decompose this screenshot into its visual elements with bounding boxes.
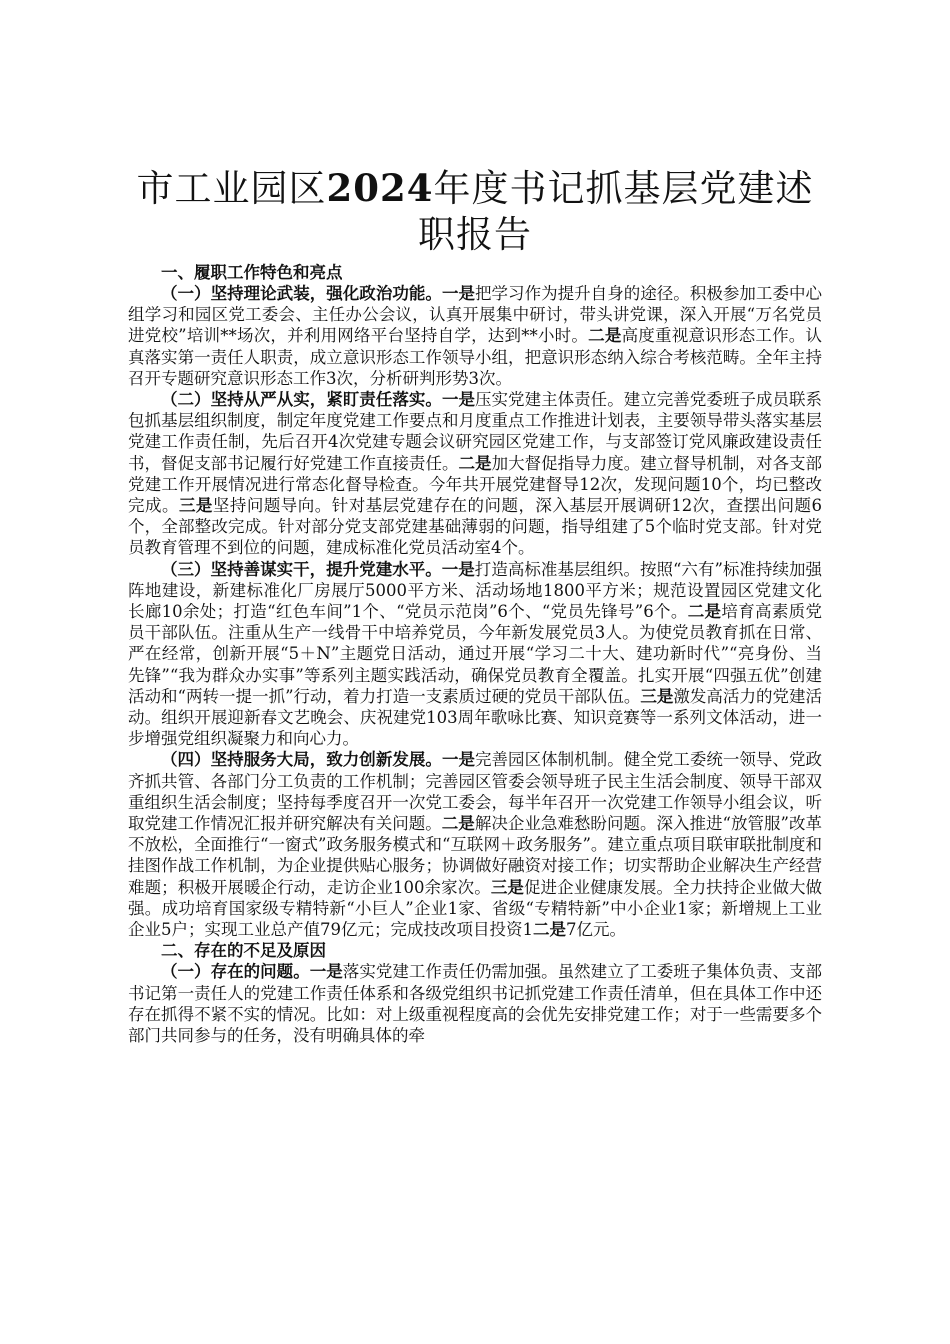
title-suffix: 年度书记抓基层党建述职报告 <box>418 167 814 256</box>
paragraph-subtitle: （一）坚持理论武装，强化政治功能。 <box>161 284 442 303</box>
body-paragraph <box>128 961 822 1046</box>
body-paragraph <box>128 389 822 559</box>
bold-marker: 二是 <box>533 920 566 940</box>
body-paragraph <box>128 749 822 940</box>
paragraph-text: 7亿元。 <box>566 920 626 940</box>
bold-marker: 三是 <box>178 496 213 516</box>
paragraph-text: 把学习作为提升自身的途径。积极参加工委中心组学习和园区党工委会、主任办公会议，认真开展集中研讨，带头讲党课，深入开展“万名党员进党校”培训**场次，并利用网络平台坚持自学，达到**小时。 <box>128 284 823 346</box>
document-page <box>128 165 822 1046</box>
title-year: 2024 <box>326 166 434 210</box>
document-title <box>128 165 822 258</box>
paragraph-subtitle: （二）坚持从严从实，紧盯责任落实。 <box>161 390 442 410</box>
bold-marker: 一是 <box>441 390 475 410</box>
paragraph-text: 打造高标准基层组织。按照“六有”标准持续加强阵地建设，新建标准化厂房展厅5000平方米、活动场地1800平方米；规范设置园区党建文化长廊10余处；打造“红色车间”1个、“党员示范岗”6个、“党员先锋号”6个。 <box>128 559 822 622</box>
paragraph-text: 激发高活力的党建活动。组织开展迎新春文艺晚会、庆祝建党103周年歌咏比赛、知识竞赛等一系列文体活动，进一步增强党组织凝聚力和向心力。 <box>128 686 823 749</box>
title-prefix: 市工业园区 <box>136 167 327 210</box>
body-paragraph <box>128 559 822 750</box>
bold-marker: 一是 <box>441 750 475 770</box>
paragraph-text: 坚持问题导向。针对基层党建存在的问题，深入基层开展调研12次，查摆出问题6个，全部整改完成。针对部分党支部党建基础薄弱的问题，指导组建了5个临时党支部。针对党员教育管理不到位的问题，建成标准化党员活动室4个。 <box>128 496 823 558</box>
paragraph-text: 落实党建工作责任仍需加强。虽然建立了工委班子集体负责、支部书记第一责任人的党建工作责任体系和各级党组织书记抓党建工作责任清单，但在具体工作中还存在抓得不紧不实的情况。比如：对上级重视程度高的会优先安排党建工作；对于一些需要多个部门共同参与的任务，没有明确具体的牵 <box>128 962 823 1045</box>
paragraph-subtitle: （三）坚持善谋实干，提升党建水平。 <box>161 559 442 579</box>
bold-marker: 二是 <box>687 602 722 622</box>
paragraph-text: 培育高素质党员干部队伍。注重从生产一线骨干中培养党员，今年新发展党员3人。为使党员教育抓在日常、严在经常，创新开展“5＋N”主题党日活动，通过开展“学习二十大、建功新时代”“亮身份、当先锋”“我为群众办实事”等系列主题实践活动，确保党员教育全覆盖。扎实开展“四强五优”创建活动和“两转一提一抓”行动，着力打造一支素质过硬的党员干部队伍。 <box>128 602 823 706</box>
bold-marker: 一是 <box>309 962 343 982</box>
bold-marker: 三是 <box>640 686 674 706</box>
bold-marker: 二是 <box>458 453 492 473</box>
bold-marker: 二是 <box>588 326 622 346</box>
paragraph-text: 解决企业急难愁盼问题。深入推进“放管服”改革不放松，全面推行“一窗式”政务服务模式和“互联网＋政务服务”。建立重点项目联审联批制度和挂图作战工作机制，为企业提供贴心服务；协调做好融资对接工作；切实帮助企业解决生产经营难题；积极开展暖企行动，走访企业100余家次。 <box>128 814 823 897</box>
bold-marker: 一是 <box>441 559 475 579</box>
paragraph-subtitle: （四）坚持服务大局，致力创新发展。 <box>161 750 442 770</box>
section-heading: 一、履职工作特色和亮点 <box>161 263 343 282</box>
document-body <box>128 262 822 1046</box>
section-heading: 二、存在的不足及原因 <box>161 941 326 961</box>
bold-marker: 二是 <box>441 814 475 834</box>
paragraph-text: 高度重视意识形态工作。认真落实第一责任人职责，成立意识形态工作领导小组，把意识形态纳入综合考核范畴。全年主持召开专题研究意识形态工作3次，分析研判形势3次。 <box>128 326 823 388</box>
bold-marker: 三是 <box>490 877 524 897</box>
paragraph-text: 压实党建主体责任。建立完善党委班子成员联系包抓基层组织制度，制定年度党建工作要点和月度重点工作推进计划表，主要领导带头落实基层党建工作责任制，先后召开4次党建专题会议研究园区党建工作，与支部签订党风廉政建设责任书，督促支部书记履行好党建工作直接责任。 <box>128 390 823 473</box>
paragraph-subtitle: （一）存在的问题。 <box>161 962 310 982</box>
bold-marker: 一是 <box>441 284 475 303</box>
paragraph-text: 加大督促指导力度。建立督导机制，对各支部党建工作开展情况进行常态化督导检查。今年共开展党建督导12次，发现问题10个，均已整改完成。 <box>128 453 823 516</box>
paragraph-text: 促进企业健康发展。全力扶持企业做大做强。成功培育国家级专精特新“小巨人”企业1家、省级“专精特新”中小企业1家；新增规上工业企业5户；实现工业总产值79亿元；完成技改项目投资1 <box>128 877 822 940</box>
body-paragraph <box>128 283 822 389</box>
paragraph-text: 完善园区体制机制。健全党工委统一领导、党政齐抓共管、各部门分工负责的工作机制；完善园区管委会领导班子民主生活会制度、领导干部双重组织生活会制度；坚持每季度召开一次党工委会，每半年召开一次党建工作领导小组会议，听取党建工作情况汇报并研究解决有关问题。 <box>128 750 823 834</box>
